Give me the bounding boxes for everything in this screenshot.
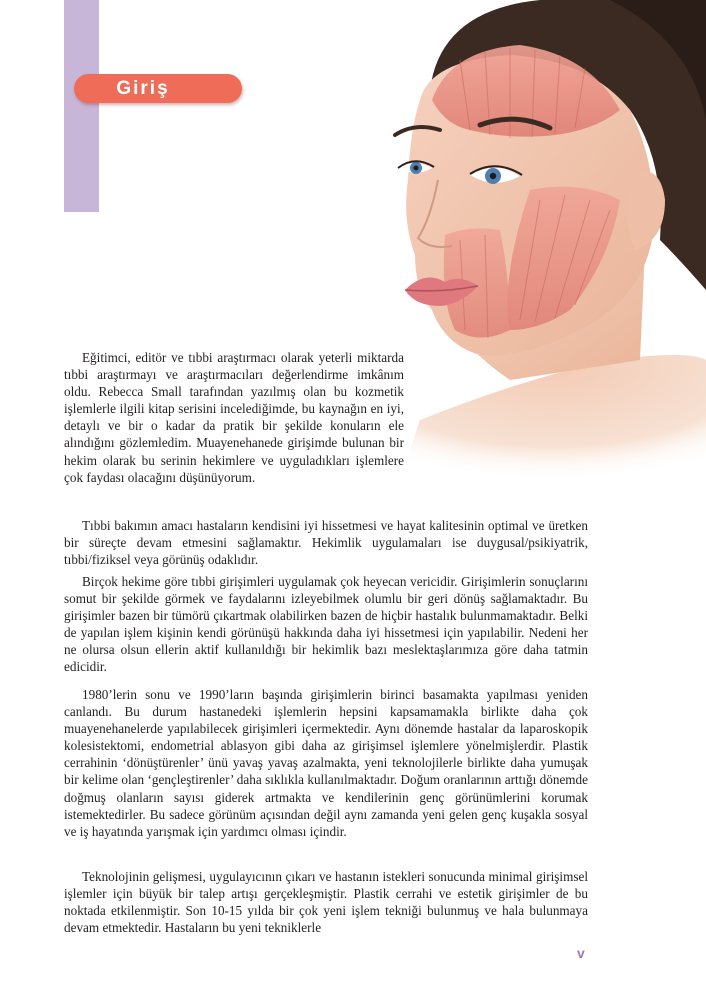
paragraph-intro: Eğitimci, editör ve tıbbi araştırmacı olarak yeterli miktarda tıbbi araştırmayı ve araştırmacıları değerlendirme imkânım oldu. Rebecca Small tarafından yazılmış olan bu kozmetik işlemlerle ilgili kitap serisini incelediğimde, bu kaynağın en iyi, detaylı ve bir o kadar da pratik bir şekilde konuların ele alındığını gözlemledim. Muayenehanede girişimde bulunan bir hekim olarak bu serinin hekimlere ve uyguladıkları işlemlere çok faydası olacağını düşünüyorum. bbox=[64, 350, 404, 485]
paragraph-procedures: Birçok hekime göre tıbbi girişimleri uygulamak çok heyecan vericidir. Girişimlerin sonuçlarını somut bir şekilde görmek ve faydalarını izleyebilmek olumlu bir geri dönüş sağlamaktadır. Bu girişimler bazen bir tümörü çıkartmak olabilirken bazen de hiçbir hastalık bulunmamaktadır. Belki de yapılan işlem kişinin kendi görünüşü hakkında daha iyi hissetmesi için yapılabilir. Nedeni her ne olursa olsun ellerin aktif kullanıldığı bir hekimlik bazı meslektaşlarımıza göre daha tatmin edicidir. bbox=[64, 574, 588, 675]
section-title: Giriş bbox=[116, 78, 170, 99]
face-muscle-illustration bbox=[360, 0, 706, 480]
paragraph-medical-care: Tıbbi bakımın amacı hastaların kendisini iyi hissetmesi ve hayat kalitesinin optimal ve üretken bir süreçte devam etmesini sağlamaktır. Hekimlik uygulamaları ise duygusal/psikiyatrik, tıbbi/fiziksel veya görünüş odaklıdır. bbox=[64, 518, 588, 568]
page-number: v bbox=[577, 945, 585, 961]
paragraph-history: 1980’lerin sonu ve 1990’ların başında girişimlerin birinci basamakta yapılması yeniden canlandı. Bu durum hastanedeki işlemlerin hepsini kapsamamakla birlikte daha çok muayenehanelerde yapılabilecek girişimleri içermektedir. Aynı dönemde hastalar da laparoskopik kolesistektomi, endometrial ablasyon gibi daha az girişimsel işlemlere yönelmişlerdir. Plastik cerrahinin ‘dönüştürenler’ ünü yavaş yavaş azalmakta, yeni teknolojilerle birlikte daha yumuşak bir kelime olan ‘gençleştirenler’ daha sıklıkla kullanılmaktadır. Doğum oranlarının arttığı dönemde doğmuş olanların sayısı giderek artmakta ve kendilerinin genç görünümlerini korumak istemektedirler. Bu sadece görünüm açısından değil aynı zamanda yeni gelen genç kuşakla sosyal ve iş hayatında yarışmak için yardımcı olması içindir. bbox=[64, 687, 588, 839]
paragraph-technology: Teknolojinin gelişmesi, uygulayıcının çıkarı ve hastanın istekleri sonucunda minimal girişimsel işlemler için büyük bir talep artışı gerçekleşmiştir. Plastik cerrahi ve estetik girişimler de bu noktada etkilenmiştir. Son 10-15 yılda bir çok yeni işlem tekniği bulunmuş ve hala bulunmaya devam etmektedir. Hastaların bu yeni tekniklerle bbox=[64, 869, 588, 936]
decorative-sidebar-strip bbox=[64, 0, 99, 212]
section-title-badge bbox=[74, 74, 242, 103]
